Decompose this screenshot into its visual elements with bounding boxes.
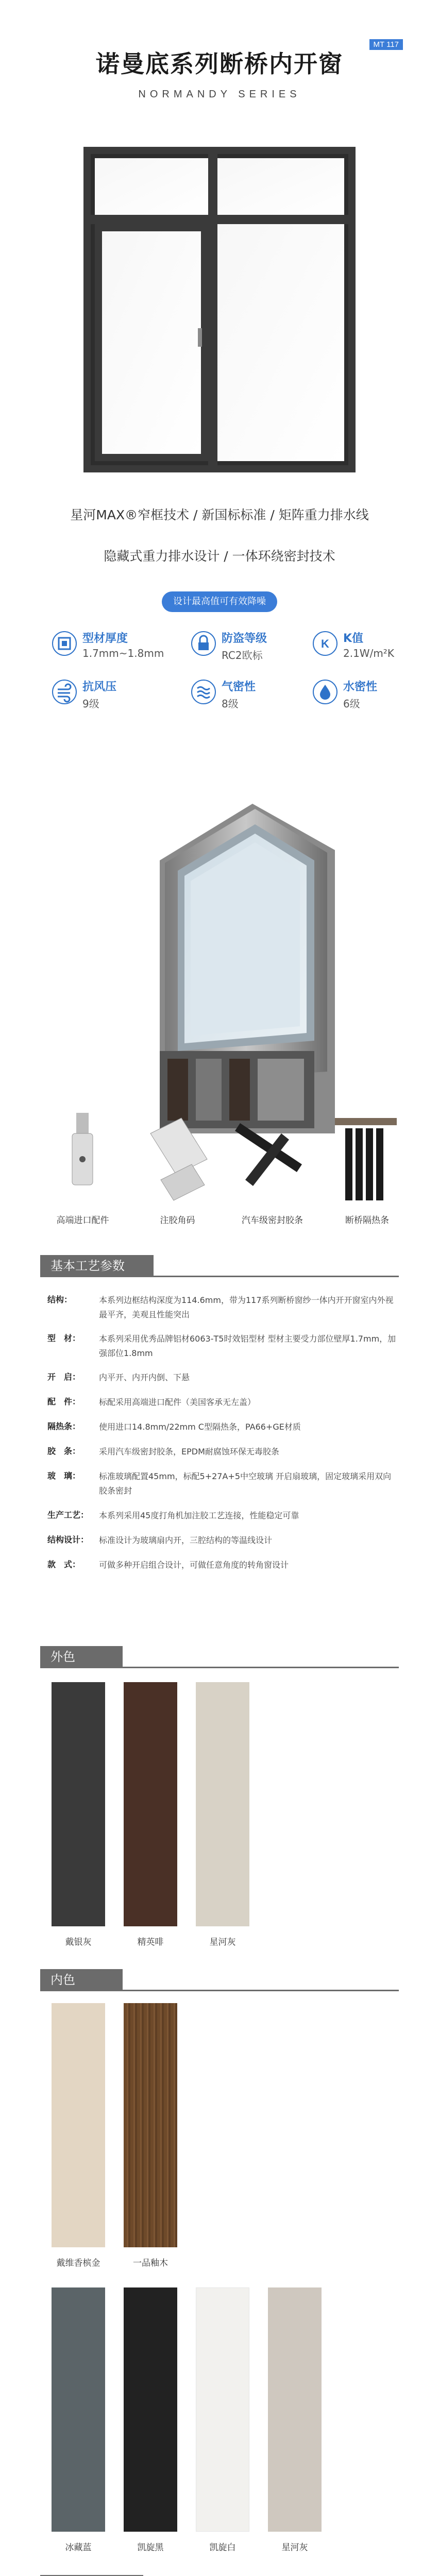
page-title: 诺曼底系列断桥内开窗: [96, 50, 343, 78]
swatch-exterior-0: [52, 1682, 105, 1926]
accessory-thermal-break: 断桥隔热条: [325, 1103, 410, 1226]
spec-row-thermal-strip: 隔热条： 使用进口14.8mm/22mm C型隔热条，PA66+GE材质: [47, 1421, 301, 1432]
swatch-caption: 星河灰: [209, 1937, 236, 1947]
water-tightness-icon: [312, 679, 338, 705]
window-illustration: [83, 147, 356, 472]
noise-reduction-badge: 设计最高值可有效降噪 35dB: [162, 591, 277, 612]
section-exterior-heading: 外色: [40, 1646, 123, 1668]
accessory-seal-strip: 汽车级密封胶条: [230, 1103, 315, 1226]
accessory-handle: 高端进口配件: [40, 1103, 125, 1226]
wind-pressure-icon: [52, 679, 77, 705]
swatch-interior-3: [124, 2287, 177, 2532]
feature-wind-pressure: 抗风压 9级: [52, 676, 180, 722]
profile-cross-section-image: [129, 793, 335, 1133]
spec-row-style: 款 式： 可做多种开启组合设计，可做任意角度的转角窗设计: [47, 1560, 289, 1570]
feature-water-tightness: 水密性 6级: [312, 676, 439, 722]
profile-thickness-icon: [52, 631, 77, 656]
accessory-corner-joint: 注胶角码: [135, 1103, 220, 1226]
spec-row-structure: 结构： 本系列边框结构深度为114.6mm，带为117系列断桥窗纱一体内开开窗室内外视最平齐，美观且性能突出: [47, 1295, 394, 1319]
anti-theft-lock-icon: [191, 631, 216, 656]
feature-k-value: K K值 2.1W/m²K: [312, 628, 439, 674]
swatch-exterior-1: [124, 1682, 177, 1926]
swatch-caption: 戴维香槟金: [56, 2258, 100, 2268]
feature-air-tightness: 气密性 8级: [191, 676, 319, 722]
handle-icon: [40, 1103, 125, 1206]
section-divider: [40, 1990, 399, 1991]
swatch-interior-2: [52, 2287, 105, 2532]
swatch-caption: 一品釉木: [133, 2258, 168, 2268]
swatch-caption: 凯旋黑: [137, 2543, 164, 2553]
spec-row-glass: 玻 璃： 标准玻璃配置45mm，标配5+27A+5中空玻璃 开启扇玻璃，固定玻璃采用双向胶条密封: [47, 1471, 392, 1496]
swatch-caption: 冰藏蓝: [65, 2543, 92, 2553]
spec-row-opening: 开 启： 内平开、内开内倒、下悬: [47, 1372, 190, 1382]
swatch-caption: 精英啡: [137, 1937, 164, 1947]
tagline-tech: 星河MAX®窄框技术 / 新国标标准 / 矩阵重力排水线: [70, 507, 369, 522]
svg-text:K: K: [321, 637, 329, 650]
spec-row-design: 结构设计： 标准设计为玻璃扇内开，三腔结构的等温线设计: [47, 1535, 273, 1545]
spec-row-profile: 型 材： 本系列采用优秀品牌铝材6063-T5时效铝型材 型材主要受力部位壁厚1.7mm，加强部位1.8mm: [47, 1333, 396, 1358]
swatch-interior-5: [268, 2287, 322, 2532]
feature-anti-theft: 防盗等级 RC2欧标: [191, 628, 319, 674]
k-value-icon: [312, 631, 338, 656]
swatch-caption: 戴银灰: [65, 1937, 92, 1947]
swatch-caption: 星河灰: [281, 2543, 308, 2553]
section-basic-params-heading: 基本工艺参数: [40, 1255, 154, 1277]
thermal-break-strip-icon: [325, 1103, 410, 1206]
model-badge: MT 117: [369, 39, 403, 50]
air-tightness-icon: [191, 679, 216, 705]
swatch-interior-4: [196, 2287, 249, 2532]
spec-row-hardware: 配 件： 标配采用高端进口配件（美国客承无左盖）: [47, 1397, 256, 1407]
section-divider: [40, 1276, 399, 1277]
swatch-interior-1: [124, 2003, 177, 2247]
spec-row-gasket: 胶 条： 采用汽车级密封胶条，EPDM耐腐蚀环保无毒胶条: [47, 1446, 279, 1456]
spec-row-process: 生产工艺： 本系列采用45度打角机加注胶工艺连接，性能稳定可靠: [47, 1510, 299, 1520]
series-subtitle: NORMANDY SERIES: [138, 89, 301, 100]
corner-joint-icon: [135, 1103, 220, 1206]
swatch-caption: 凯旋白: [209, 2543, 236, 2553]
tagline-drainage: 隐藏式重力排水设计 / 一体环绕密封技术: [104, 549, 335, 564]
feature-profile-thickness: 型材厚度 1.7mm~1.8mm: [52, 628, 180, 674]
section-divider: [40, 1667, 399, 1668]
seal-strip-icon: [230, 1103, 315, 1206]
swatch-interior-0: [52, 2003, 105, 2247]
swatch-exterior-2: [196, 1682, 249, 1926]
section-interior-heading: 内色: [40, 1969, 123, 1991]
